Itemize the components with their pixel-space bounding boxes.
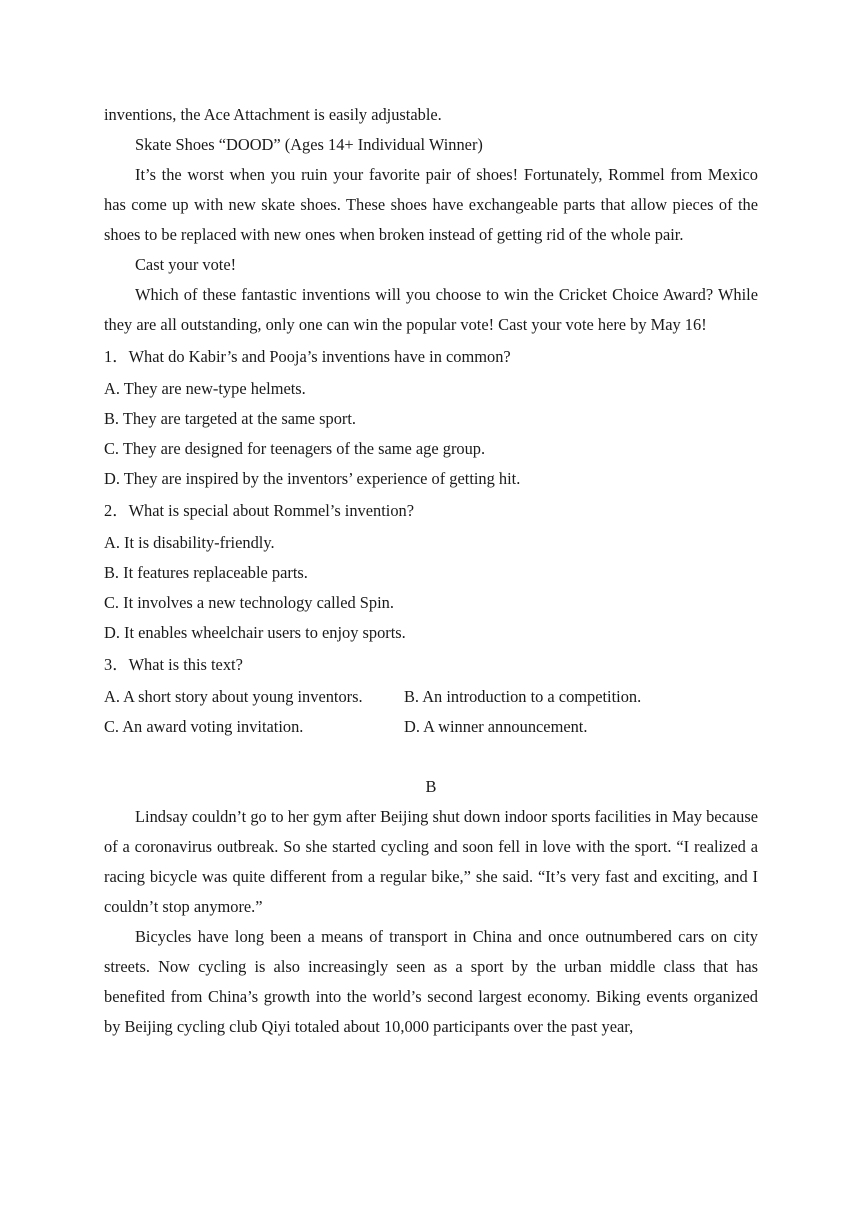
- exam-page: [104, 100, 758, 1042]
- option-a: A. A short story about young inventors.: [104, 687, 363, 706]
- option-d: D. They are inspired by the inventors’ experience of getting hit.: [104, 469, 521, 488]
- passage-b-paragraph-1: Lindsay couldn’t go to her gym after Beijing shut down indoor sports facilities in May because of a coronavirus outbreak. So she started cycling and soon fell in love with the sport. “I realized a racing bicycle was quite different from a regular bike,” she said. “It’s very fast and exciting, and I couldn’t stop anymore.”: [104, 807, 758, 916]
- option-d: D. It enables wheelchair users to enjoy sports.: [104, 623, 406, 642]
- options-row-2: [104, 712, 758, 742]
- cast-vote-heading: Cast your vote!: [135, 255, 237, 274]
- question-stem: 2．What is special about Rommel’s invention?: [104, 501, 414, 520]
- question-2: [104, 496, 758, 648]
- option-a: A. They are new-type helmets.: [104, 379, 306, 398]
- passage-a-continuation: inventions, the Ace Attachment is easily adjustable.: [104, 105, 442, 124]
- skate-shoes-paragraph: It’s the worst when you ruin your favorite pair of shoes! Fortunately, Rommel from Mexico has come up with new skate shoes. These shoes have exchangeable parts that allow pieces of the shoes to be replaced with new ones when broken instead of getting rid of the whole pair.: [104, 165, 758, 244]
- passage-b-paragraph-2: Bicycles have long been a means of transport in China and once outnumbered cars on city streets. Now cycling is also increasingly seen as a sport by the urban middle class that has benefited from China’s growth into the world’s second largest economy. Biking events organized by Beijing cycling club Qiyi totaled about 10,000 participants over the past year,: [104, 927, 758, 1036]
- section-b-label: B: [425, 777, 437, 796]
- option-c: C. They are designed for teenagers of the same age group.: [104, 439, 486, 458]
- option-c: C. An award voting invitation.: [104, 717, 304, 736]
- option-c: C. It involves a new technology called Spin.: [104, 593, 394, 612]
- question-stem: 1．What do Kabir’s and Pooja’s inventions have in common?: [104, 347, 511, 366]
- cast-vote-paragraph: Which of these fantastic inventions will you choose to win the Cricket Choice Award? While they are all outstanding, only one can win the popular vote! Cast your vote here by May 16!: [104, 285, 758, 334]
- question-stem: 3．What is this text?: [104, 655, 243, 674]
- options-row-1: [104, 682, 758, 712]
- skate-shoes-heading: Skate Shoes “DOOD” (Ages 14+ Individual Winner): [135, 135, 483, 154]
- question-3: [104, 650, 758, 742]
- option-b: B. An introduction to a competition.: [404, 687, 642, 706]
- option-b: B. They are targeted at the same sport.: [104, 409, 356, 428]
- question-1: [104, 342, 758, 494]
- option-a: A. It is disability-friendly.: [104, 533, 275, 552]
- option-b: B. It features replaceable parts.: [104, 563, 308, 582]
- option-d: D. A winner announcement.: [404, 717, 588, 736]
